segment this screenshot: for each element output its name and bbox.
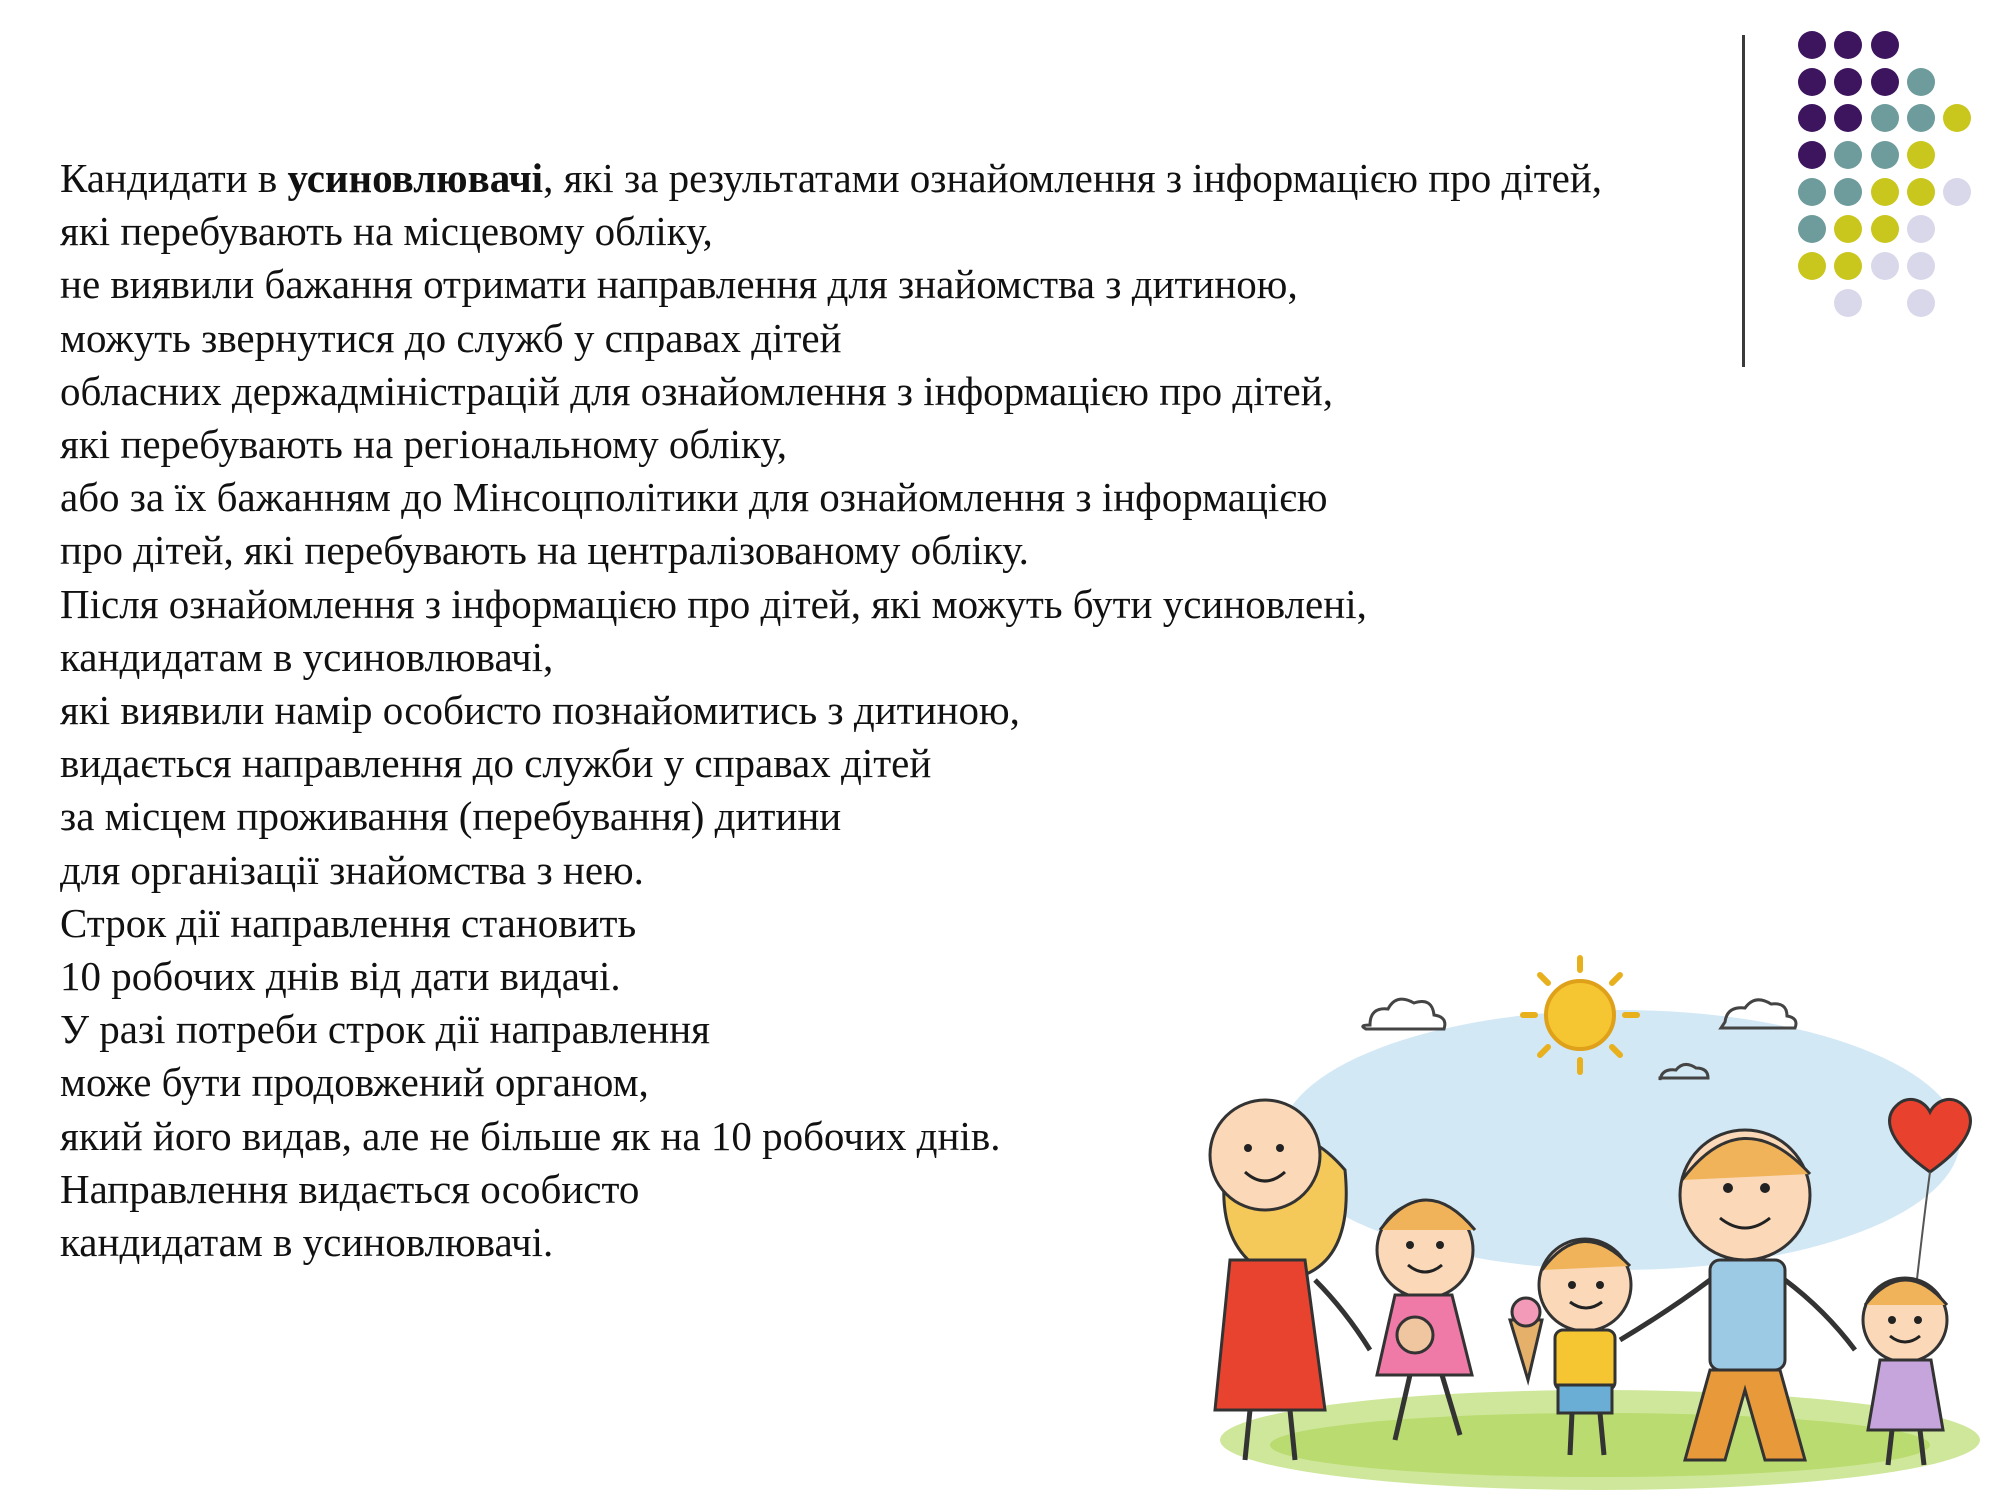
decorative-dot (1871, 68, 1899, 96)
text-line: Після ознайомлення з інформацією про дітей, які можуть бути усиновлені, (60, 580, 1367, 627)
text-line: кандидатам в усиновлювачі. (60, 1219, 554, 1266)
text-line: за місцем проживання (перебування) дитини (60, 793, 842, 840)
text-line: про дітей, які перебувають на централізованому обліку. (60, 527, 1029, 574)
bold-term: усиновлювачі (287, 155, 544, 201)
text-line: Строк дії направлення становить (60, 899, 637, 946)
text-line: може бути продовжений органом, (60, 1059, 649, 1106)
family-illustration (1180, 940, 2000, 1500)
decorative-dot (1871, 178, 1899, 206)
decorative-dot (1907, 104, 1935, 132)
decorative-dot (1798, 178, 1826, 206)
text-line: У разі потреби строк дії направлення (60, 1006, 711, 1053)
text-line: видається направлення до служби у справах дітей (60, 740, 932, 787)
decorative-dot (1871, 31, 1899, 59)
decorative-dot (1834, 68, 1862, 96)
decorative-dot (1798, 104, 1826, 132)
text-line: які перебувають на місцевому обліку, (60, 208, 713, 255)
decorative-dot (1834, 178, 1862, 206)
text-line: 10 робочих днів від дати видачі. (60, 953, 621, 1000)
decorative-dot (1798, 141, 1826, 169)
text-line: можуть звернутися до служб у справах дітей (60, 314, 842, 361)
decorative-dot (1798, 215, 1826, 243)
text-line: для організації знайомства з нею. (60, 846, 644, 893)
text-line: який його видав, але не більше як на 10 робочих днів. (60, 1112, 1001, 1159)
decorative-dot (1871, 252, 1899, 280)
text-line: кандидатам в усиновлювачі, (60, 633, 554, 680)
text-line: або за їх бажанням до Мінсоцполітики для ознайомлення з інформацією (60, 474, 1328, 521)
decorative-dot (1907, 215, 1935, 243)
decorative-dot (1907, 68, 1935, 96)
decorative-dot (1871, 104, 1899, 132)
decorative-dot (1907, 141, 1935, 169)
text-line: обласних держадміністрацій для ознайомлення з інформацією про дітей, (60, 367, 1333, 414)
decorative-dot (1834, 252, 1862, 280)
decorative-dot (1834, 141, 1862, 169)
decorative-dot (1907, 178, 1935, 206)
decorative-dot (1943, 178, 1971, 206)
decorative-dot (1907, 289, 1935, 317)
decorative-dot (1798, 252, 1826, 280)
decorative-dot (1907, 252, 1935, 280)
ice-cream-icon (1510, 1320, 1542, 1380)
text-line: які виявили намір особисто познайомитись з дитиною, (60, 687, 1020, 734)
decorative-dot (1834, 104, 1862, 132)
decorative-dot (1834, 31, 1862, 59)
text-line-1: Кандидати в усиновлювачі, які за результатами ознайомлення з інформацією про дітей, (60, 155, 1603, 201)
decorative-dot (1798, 31, 1826, 59)
decorative-dot (1871, 141, 1899, 169)
decorative-dot (1871, 215, 1899, 243)
text-line: не виявили бажання отримати направлення для знайомства з дитиною, (60, 261, 1298, 308)
decorative-dot (1798, 68, 1826, 96)
decorative-dot (1943, 104, 1971, 132)
decorative-dot (1834, 215, 1862, 243)
decorative-dot (1834, 289, 1862, 317)
text-line: які перебувають на регіональному обліку, (60, 421, 788, 468)
text-line: Направлення видається особисто (60, 1165, 640, 1212)
